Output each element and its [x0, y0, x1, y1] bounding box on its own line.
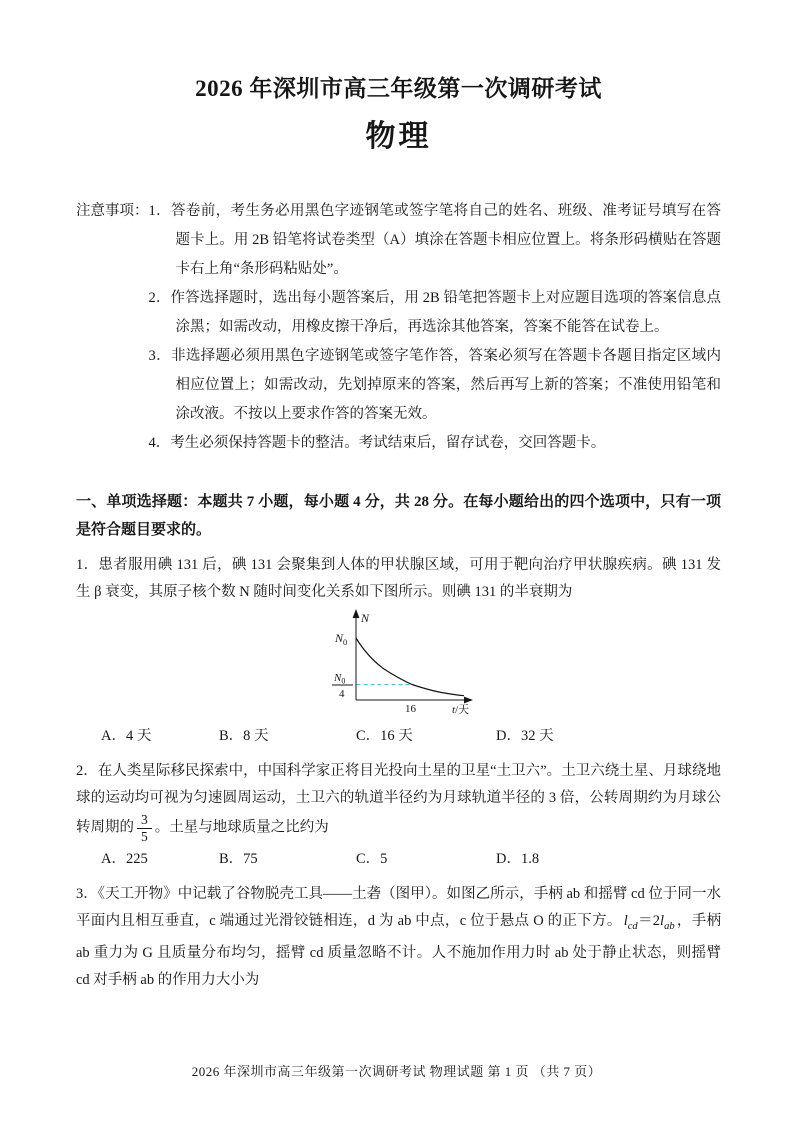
q1-option-c: C．16 天	[356, 728, 413, 744]
q2-option-b: B．75	[219, 851, 258, 868]
q3-formula-lhs: l	[623, 913, 628, 930]
question-2	[76, 758, 721, 844]
n0-label: $N_0$	[335, 631, 348, 647]
notice-items	[149, 197, 722, 458]
exam-subject: 物理	[365, 120, 432, 153]
question-1-options	[76, 723, 721, 750]
decay-graph	[326, 608, 478, 716]
q1-option-d: D．32 天	[496, 728, 554, 744]
q2-option-a: A．225	[101, 851, 148, 868]
q2-option-c: C．5	[356, 851, 388, 868]
question-1-figure	[326, 608, 721, 721]
n0-quarter-denominator: 4	[339, 688, 345, 700]
decay-curve	[356, 638, 464, 696]
q2-fraction-numerator: 3	[137, 812, 152, 829]
question-1	[76, 552, 721, 606]
x-axis-arrow-icon	[464, 697, 473, 704]
y-axis-arrow-icon	[353, 609, 360, 618]
x-axis-label: t/天	[452, 704, 470, 716]
question-3-text-2: ，手柄 ab 重力为 G 且质量分布均匀，摇臂 cd 质量忽略不计。人不施加作用力时 ab 处于静止状态，则摇臂 cd 对手柄 ab 的作用力大小为	[76, 913, 722, 988]
notice-item-3: 3．非选择题必须用黑色字迹钢笔或签字笔作答，答案必须写在答题卡各题目指定区域内相应位置上；如需改动，先划掉原来的答案，然后再写上新的答案；不准使用铅笔和涂改液。不按以上要求作答的答案无效。	[148, 348, 721, 422]
question-3-text-1: 3．《天工开物》中记载了谷物脱壳工具——土砻（图甲）。如图乙所示，手柄 ab 和摇臂 cd 位于同一水平面内且相互垂直，c 端通过光滑铰链相连，d 为 ab 中点，c 位于悬点 O 的正下方。	[76, 886, 721, 930]
question-1-text: 1．患者服用碘 131 后，碘 131 会聚集到人体的甲状腺区域，可用于靶向治疗甲状腺疾病。碘 131 发生 β 衰变，其原子核个数 N 随时间变化关系如下图所示。则碘 131 的半衰期为	[76, 557, 721, 600]
question-2-options	[76, 846, 721, 873]
q2-option-d: D．1.8	[496, 851, 540, 868]
y-axis-label: N	[361, 611, 370, 625]
notice-label: 注意事项：	[76, 203, 149, 219]
q3-formula-rhs-sub: ab	[664, 920, 675, 932]
notice-item-2: 2．作答选择题时，选出每小题答案后，用 2B 铅笔把答题卡上对应题目选项的答案信息点涂黑；如需改动，用橡皮擦干净后，再选涂其他答案，答案不能答在试卷上。	[148, 290, 721, 335]
q3-formula-rhs: l	[660, 913, 665, 930]
q3-formula	[622, 913, 677, 932]
question-3	[76, 881, 721, 994]
q1-option-b: B．8 天	[219, 728, 269, 744]
page-footer: 2026 年深圳市高三年级第一次调研考试 物理试题 第 1 页 （共 7 页）	[191, 1064, 602, 1079]
q3-formula-lhs-sub: cd	[627, 920, 638, 932]
notice-section	[76, 197, 721, 458]
notice-item-4: 4．考生必须保持答题卡的整洁。考试结束后，留存试卷，交回答题卡。	[148, 435, 606, 451]
section-1-heading: 一、单项选择题：本题共 7 小题，每小题 4 分，共 28 分。在每小题给出的四个选项中，只有一项是符合题目要求的。	[76, 494, 721, 538]
question-2-text-after: 。土星与地球质量之比约为	[154, 819, 329, 836]
q2-fraction	[137, 812, 152, 844]
q1-option-a: A．4 天	[101, 728, 152, 744]
q3-formula-equals: ＝2	[637, 913, 661, 930]
notice-item-1: 1．答卷前，考生务必用黑色字迹钢笔或签字笔将自己的姓名、班级、准考证号填写在答题卡上。用 2B 铅笔将试卷类型（A）填涂在答题卡相应位置上。将条形码横贴在答题卡右上角“条形码粘贴处”。	[148, 203, 721, 277]
n0-quarter-numerator: $N_0$	[334, 672, 346, 686]
q2-fraction-denominator: 5	[141, 828, 148, 844]
x-tick-16: 16	[405, 703, 416, 715]
question-2-text-before: 2．在人类星际移民探索中，中国科学家正将目光投向土星的卫星“土卫六”。土卫六绕土星、月球绕地球的运动均可视为匀速圆周运动，土卫六的轨道半径约为月球轨道半径的 3 倍，公转周期约为月球公转周期的	[76, 763, 721, 836]
exam-title: 2026 年深圳市高三年级第一次调研考试	[195, 76, 602, 101]
